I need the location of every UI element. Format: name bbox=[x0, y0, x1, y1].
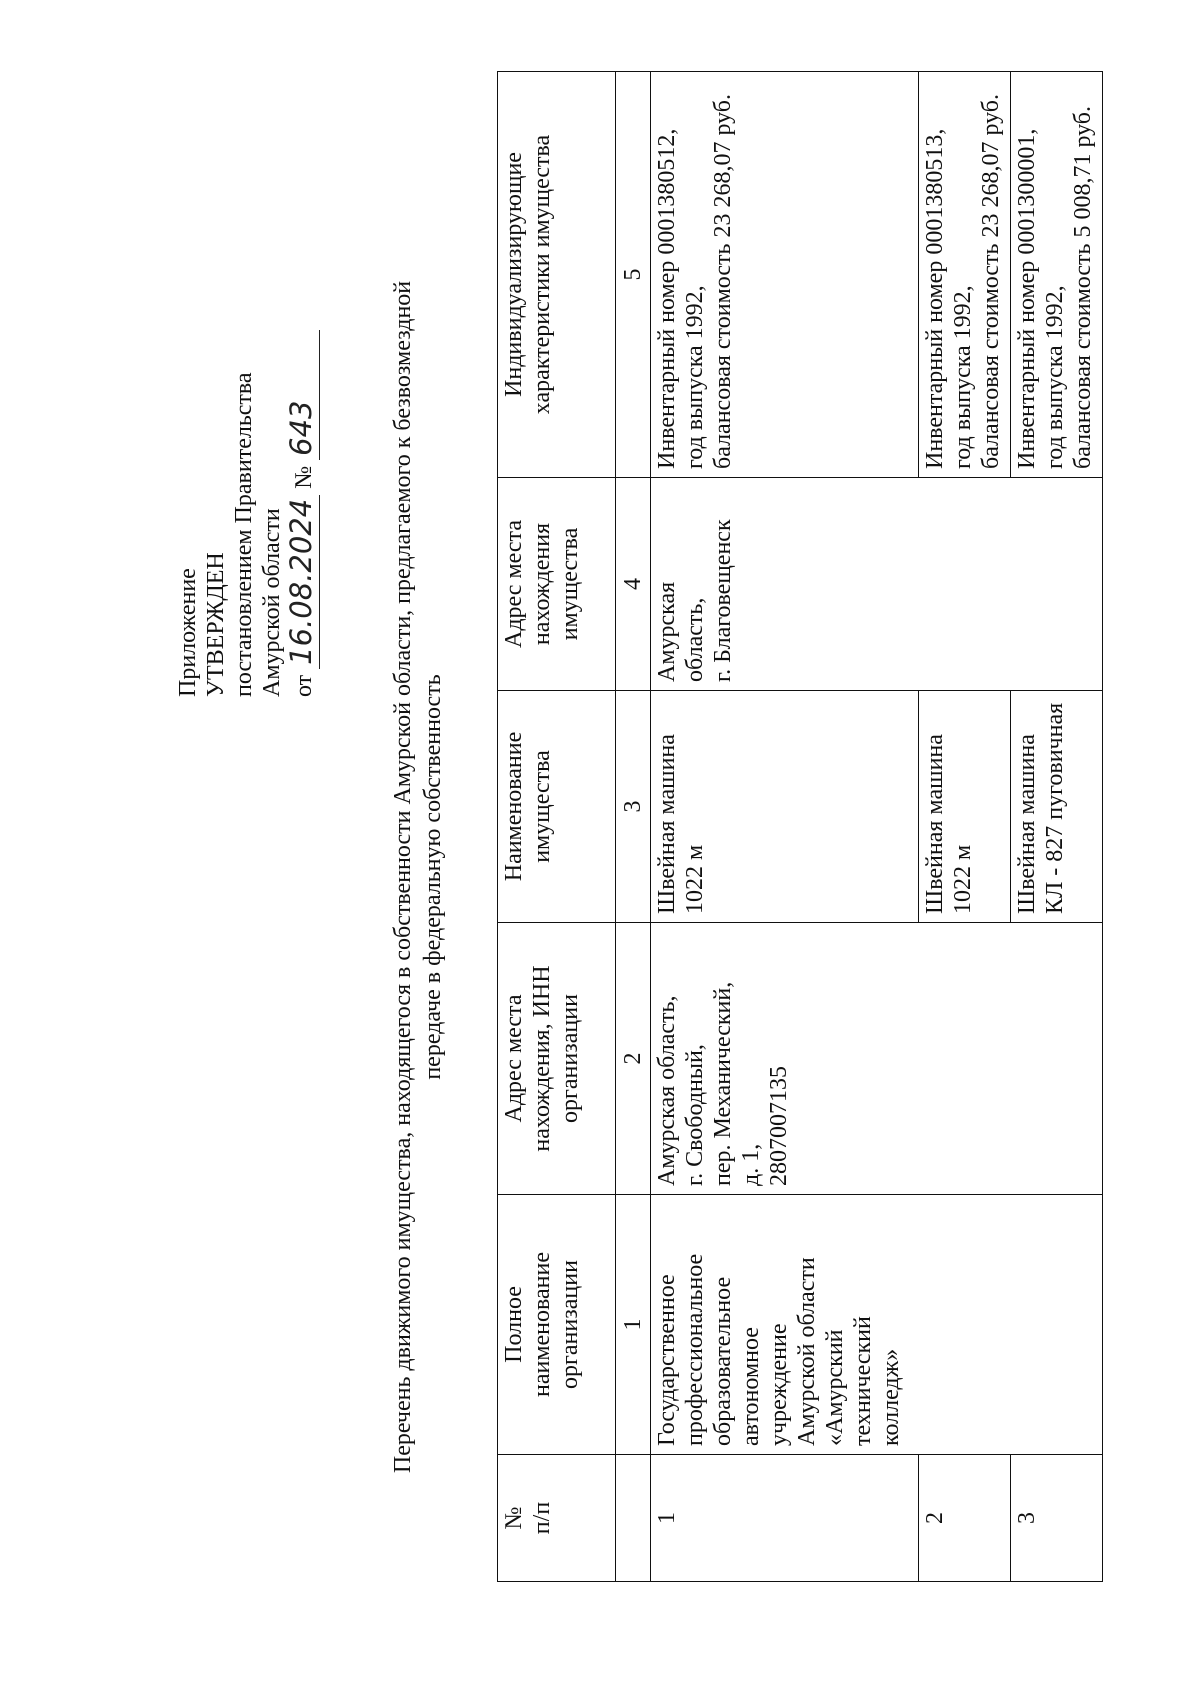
title-line-1: Перечень движимого имущества, находящегося в собственности Амурской области, предлагаемого к безвозмездной bbox=[390, 280, 416, 1474]
details-cell: Инвентарный номер 0001380513, год выпуска 1992, балансовая стоимость 23 268,07 руб. bbox=[919, 72, 1011, 478]
handwritten-number: 643 bbox=[284, 400, 318, 456]
item-name-cell: Швейная машина 1022 м bbox=[919, 691, 1011, 923]
approval-block bbox=[174, 330, 320, 697]
header-cell: Индивидуализирующие характеристики имущества bbox=[498, 72, 616, 478]
handwritten-date: 16.08.2024 bbox=[284, 498, 318, 665]
org-name-cell bbox=[919, 1195, 1011, 1455]
title-line-2: передаче в федеральную собственность bbox=[420, 674, 446, 1080]
org-address-cell bbox=[919, 923, 1011, 1195]
table-row bbox=[651, 72, 919, 1582]
row-number: 3 bbox=[1011, 1455, 1103, 1582]
document-title bbox=[388, 167, 448, 1587]
appendix-label: Приложение bbox=[175, 568, 201, 697]
column-number: 2 bbox=[616, 923, 651, 1195]
org-name-cell bbox=[1011, 1195, 1103, 1455]
table-row bbox=[919, 72, 1011, 1582]
column-number: 1 bbox=[616, 1195, 651, 1455]
date-number-line bbox=[286, 330, 320, 697]
item-name-cell: Швейная машина 1022 м bbox=[651, 691, 919, 923]
column-number bbox=[616, 1455, 651, 1582]
org-name-cell: Государственное профессиональное образовательное автономное учреждение Амурской области «Амурский технический колледж» bbox=[651, 1195, 919, 1455]
row-number: 2 bbox=[919, 1455, 1011, 1582]
approved-label: УТВЕРЖДЕН bbox=[203, 552, 229, 697]
property-table bbox=[497, 71, 1103, 1582]
number-label: № bbox=[291, 465, 317, 489]
approved-by-line: постановлением Правительства bbox=[231, 372, 257, 697]
header-cell: Адрес места нахождения, ИНН организации bbox=[498, 923, 616, 1195]
org-address-cell bbox=[1011, 923, 1103, 1195]
header-cell: Адрес места нахождения имущества bbox=[498, 478, 616, 691]
column-number: 3 bbox=[616, 691, 651, 923]
column-number: 4 bbox=[616, 478, 651, 691]
column-number: 5 bbox=[616, 72, 651, 478]
location-cell bbox=[1011, 478, 1103, 691]
column-number-row bbox=[616, 72, 651, 1582]
org-address-cell: Амурская область, г. Свободный, пер. Механический, д. 1, 2807007135 bbox=[651, 923, 919, 1195]
item-name-cell: Швейная машина КЛ - 827 пуговичная bbox=[1011, 691, 1103, 923]
region-line: Амурской области bbox=[259, 508, 285, 697]
table-row bbox=[1011, 72, 1103, 1582]
header-row bbox=[498, 72, 616, 1582]
details-cell: Инвентарный номер 0001300001, год выпуска 1992, балансовая стоимость 5 008,71 руб. bbox=[1011, 72, 1103, 478]
location-cell: Амурская область, г. Благовещенск bbox=[651, 478, 919, 691]
from-label: от bbox=[291, 674, 317, 697]
header-cell: Полное наименование организации bbox=[498, 1195, 616, 1455]
row-number: 1 bbox=[651, 1455, 919, 1582]
details-cell: Инвентарный номер 0001380512, год выпуска 1992, балансовая стоимость 23 268,07 руб. bbox=[651, 72, 919, 478]
header-cell: Наименование имущества bbox=[498, 691, 616, 923]
location-cell bbox=[919, 478, 1011, 691]
header-cell: № п/п bbox=[498, 1455, 616, 1582]
